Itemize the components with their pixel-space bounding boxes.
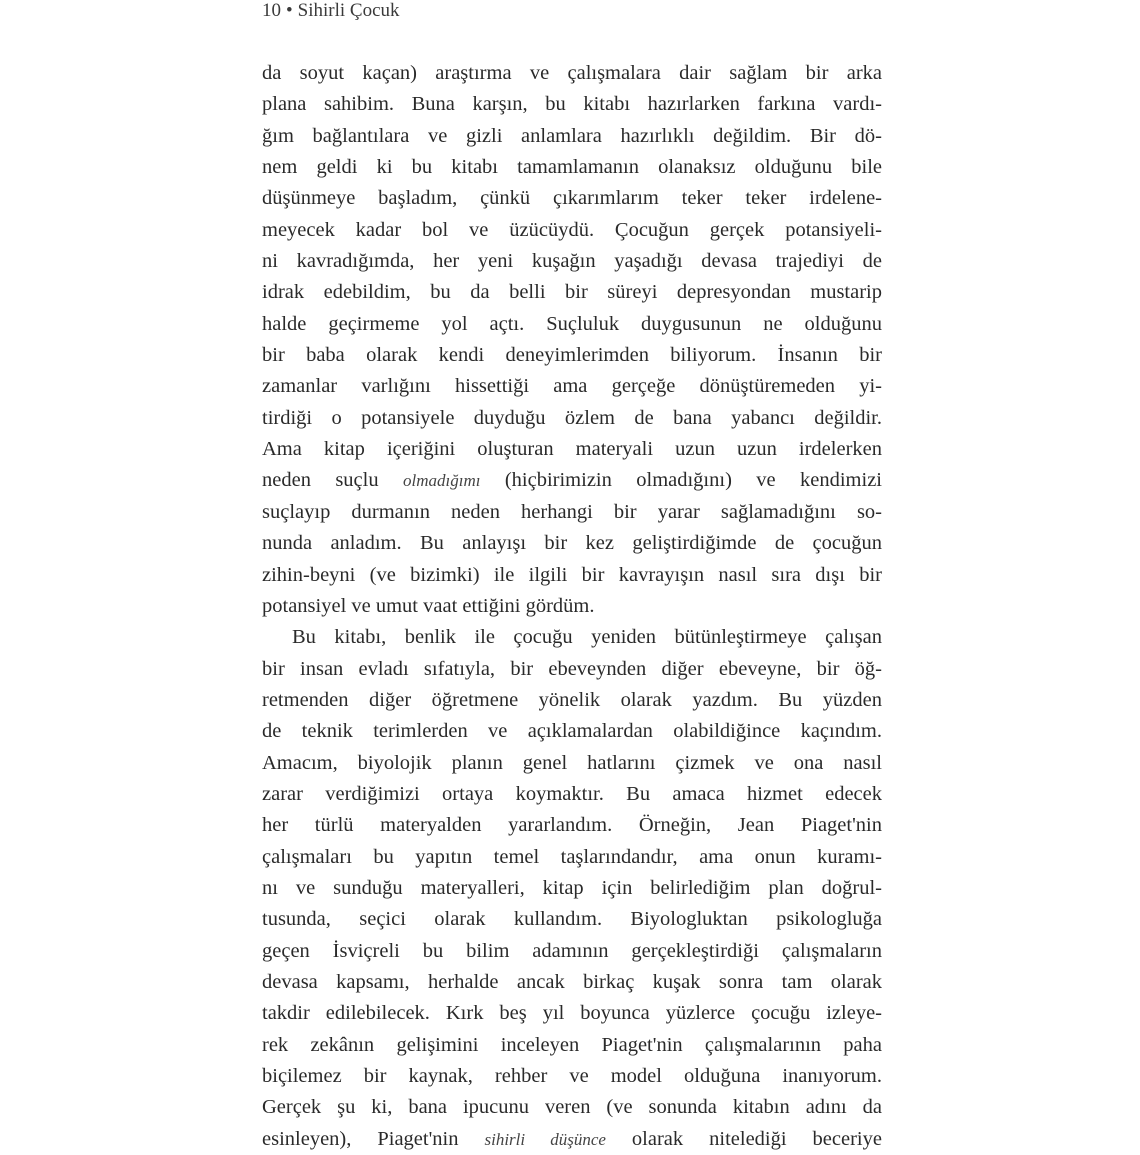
book-title: Sihirli Çocuk [297,0,400,21]
text-segment: olarak nitelediği beceriye [605,1127,882,1150]
text-line [262,465,882,496]
text-line: rek zekânın gelişimini inceleyen Piaget'nin çalışmalarının paha [262,1033,882,1056]
text-line: ğım bağlantılara ve gizli anlamlara hazırlıklı değildim. Bir dö- [262,124,882,147]
text-line: bir insan evladı sıfatıyla, bir ebeveynden diğer ebeveyne, bir öğ- [262,657,882,680]
text-line: ni kavradığımda, her yeni kuşağın yaşadığı devasa trajediyi de [262,250,882,273]
text-line: zihin-beyni (ve bizimki) ile ilgili bir kavrayışın nasıl sıra dışı bir [262,563,882,586]
text-line: bir baba olarak kendi deneyimlerimden biliyorum. İnsanın bir [262,344,882,367]
text-line: idrak edebildim, bu da belli bir süreyi depresyondan mustarip [262,281,882,304]
text-segment: neden suçlu [262,469,403,492]
text-line: nı ve sunduğu materyalleri, kitap için belirlediğim plan doğrul- [262,876,882,899]
text-line: takdir edilebilecek. Kırk beş yıl boyunca yüzlerce çocuğu izleye- [262,1002,882,1025]
text-line: plana sahibim. Buna karşın, bu kitabı hazırlarken farkına vardı- [262,93,882,116]
italic-emphasis: sihirli düşünce [484,1129,606,1149]
running-head [262,0,400,22]
text-line: meyecek kadar bol ve üzücüydü. Çocuğun gerçek potansiyeli- [262,218,882,241]
text-line: geçen İsviçreli bu bilim adamının gerçekleştirdiği çalışmaların [262,939,882,962]
page-number: 10 [262,0,281,21]
text-line: nunda anladım. Bu anlayışı bir kez geliştirdiğimde de çocuğun [262,532,882,555]
text-line [262,1124,882,1155]
text-line: de teknik terimlerden ve açıklamalardan olabildiğince kaçındım. [262,720,882,743]
text-line: devasa kapsamı, herhalde ancak birkaç kuşak sonra tam olarak [262,970,882,993]
text-segment: esinleyen), Piaget'nin [262,1127,485,1150]
text-line: zarar verdiğimizi ortaya koymaktır. Bu amaca hizmet edecek [262,782,882,805]
text-line: zamanlar varlığını hissettiği ama gerçeğe dönüştüremeden yi- [262,375,882,398]
paragraph-last-line: potansiyel ve umut vaat ettiğini gördüm. [262,594,595,617]
text-line: Amacım, biyolojik planın genel hatlarını çizmek ve ona nasıl [262,751,882,774]
text-line: her türlü materyalden yararlandım. Örneğin, Jean Piaget'nin [262,814,882,837]
text-line: suçlayıp durmanın neden herhangi bir yarar sağlamadığını so- [262,500,882,523]
text-line: tirdiği o potansiyele duyduğu özlem de bana yabancı değildir. [262,406,882,429]
text-segment: (hiçbirimizin olmadığını) ve kendimizi [480,469,882,492]
text-line: tusunda, seçici olarak kullandım. Biyologluktan psikologluğa [262,908,882,931]
body-text [262,58,882,1155]
text-line: Ama kitap içeriğini oluşturan materyali uzun uzun irdelerken [262,438,882,461]
header-separator: • [286,0,293,21]
text-line: biçilemez bir kaynak, rehber ve model olduğuna inanıyorum. [262,1065,882,1087]
italic-emphasis: olmadığımı [403,471,481,491]
text-line: nem geldi ki bu kitabı tamamlamanın olanaksız olduğunu bile [262,156,882,179]
text-line: Gerçek şu ki, bana ipucunu veren (ve sonunda kitabın adını da [262,1096,882,1119]
text-line: retmenden diğer öğretmene yönelik olarak yazdım. Bu yüzden [262,688,882,711]
text-line: da soyut kaçan) araştırma ve çalışmalara dair sağlam bir arka [262,62,882,84]
text-line: çalışmaları bu yapıtın temel taşlarındandır, ama onun kuramı- [262,845,882,868]
paragraph-first-line: Bu kitabı, benlik ile çocuğu yeniden bütünleştirmeye çalışan [292,626,882,649]
text-line: halde geçirmeme yol açtı. Suçluluk duygusunun ne olduğunu [262,312,882,335]
text-line: düşünmeye başladım, çünkü çıkarımlarım teker teker irdelene- [262,187,882,210]
